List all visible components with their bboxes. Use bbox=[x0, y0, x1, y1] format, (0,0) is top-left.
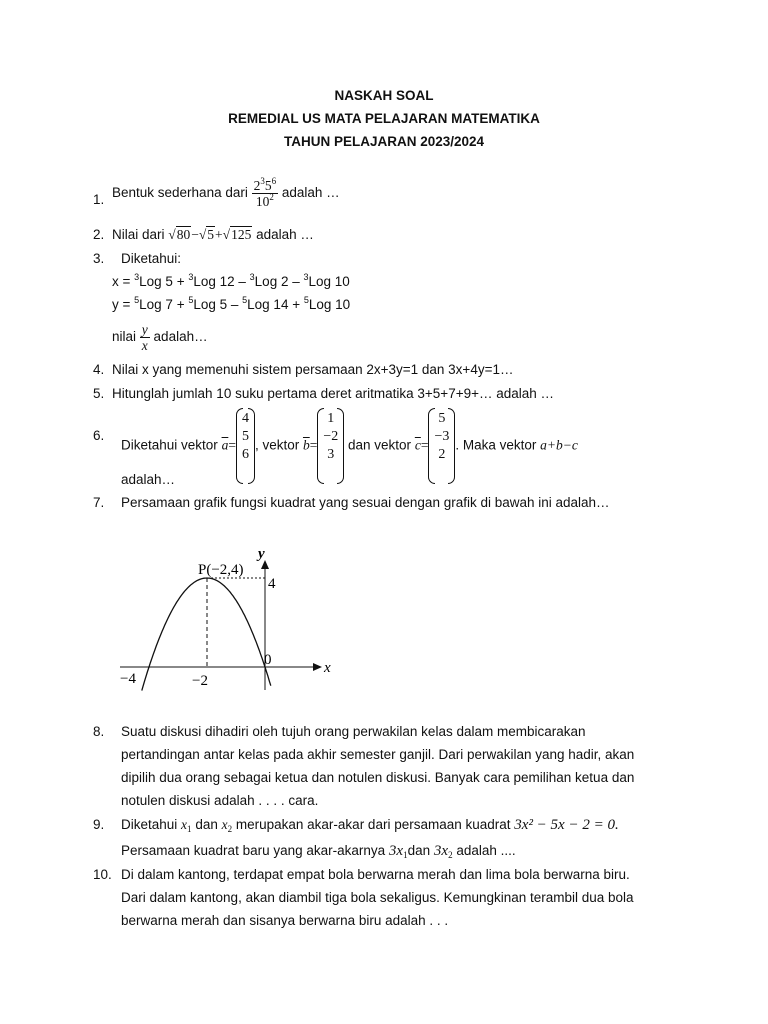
q6-adalah: adalah… bbox=[121, 472, 176, 487]
tick-neg4: −4 bbox=[120, 671, 136, 687]
q1-number: 1. bbox=[93, 192, 105, 207]
q3-x-line: x = $^3$Log 5 + $^3$Log 12 – $^3$Log 2 – $^3$Log 10 bbox=[112, 272, 350, 289]
q2-number: 2. bbox=[93, 227, 105, 242]
q1-fraction: $\frac{2^35^6}{10^2}$ bbox=[253, 176, 277, 209]
question-7: Persamaan grafik fungsi kuadrat yang sesuai dengan grafik di bawah ini adalah… bbox=[121, 495, 610, 510]
q3-intro: Diketahui: bbox=[121, 251, 182, 266]
q6-number: 6. bbox=[93, 428, 105, 443]
question-1: Bentuk sederhana dari $\frac{2^35^6}{10^2}$ adalah … bbox=[112, 176, 340, 209]
tick-neg2: −2 bbox=[192, 673, 208, 689]
title-line-2: REMEDIAL US MATA PELAJARAN MATEMATIKA bbox=[228, 111, 540, 126]
q5-number: 5. bbox=[93, 386, 105, 401]
vector-b: 1 −2 3 bbox=[317, 410, 344, 482]
q10-line-2: Dari dalam kantong, akan diambil tiga bola sekaligus. Kemungkinan terambil dua bola bbox=[121, 890, 634, 905]
q10-line-1: Di dalam kantong, terdapat empat bola berwarna merah dan lima bola berwarna biru. bbox=[121, 867, 630, 882]
tick-4: 4 bbox=[268, 576, 276, 592]
vector-a: 4 5 6 bbox=[236, 410, 255, 482]
q3-number: 3. bbox=[93, 251, 105, 266]
title-line-3: TAHUN PELAJARAN 2023/2024 bbox=[283, 134, 485, 149]
y-label: y bbox=[258, 546, 265, 562]
question-4: Nilai x yang memenuhi sistem persamaan 2x+3y=1 dan 3x+4y=1… bbox=[112, 362, 514, 377]
title-line-1: NASKAH SOAL bbox=[334, 88, 434, 103]
parabola-graph bbox=[110, 540, 350, 700]
q10-number: 10. bbox=[93, 867, 112, 882]
q10-line-3: berwarna merah dan sisanya berwarna biru adalah . . . bbox=[121, 913, 449, 928]
q9-line-2: Persamaan kuadrat baru yang akar-akarnya $3x_1dan$ $3x_2$ adalah .... bbox=[121, 843, 516, 860]
q9-line-1: Diketahui $x_1$ dan $x_2$ merupakan akar-akar dari persamaan kuadrat 3x² − 5x − 2 = 0. bbox=[121, 817, 619, 834]
question-2: Nilai dari √80−√5+√125 adalah … bbox=[112, 227, 314, 242]
q9-number: 9. bbox=[93, 817, 105, 832]
vector-c: 5 −3 2 bbox=[428, 410, 455, 482]
question-5: Hitunglah jumlah 10 suku pertama deret aritmatika 3+5+7+9+… adalah … bbox=[112, 386, 555, 401]
q3-nilai: nilai $\frac{y}{x}$ adalah… bbox=[112, 322, 208, 353]
vertex-label: P(−2,4) bbox=[198, 562, 244, 578]
tick-origin: 0 bbox=[264, 652, 272, 668]
q4-number: 4. bbox=[93, 362, 105, 377]
q3-y-line: y = $^5$Log 7 + $^5$Log 5 – $^5$Log 14 + $^5$Log 10 bbox=[112, 295, 351, 312]
q8-number: 8. bbox=[93, 724, 105, 739]
q8-line-1: Suatu diskusi dihadiri oleh tujuh orang perwakilan kelas dalam membicarakan bbox=[121, 724, 586, 739]
x-axis-arrow bbox=[313, 663, 322, 671]
q7-number: 7. bbox=[93, 495, 105, 510]
q8-line-3: dipilih dua orang sebagai ketua dan notulen diskusi. Banyak cara pemilihan ketua dan bbox=[121, 770, 635, 785]
q8-line-4: notulen diskusi adalah . . . . cara. bbox=[121, 793, 319, 808]
question-6: Diketahui vektor $\overline{a}=$ 4 5 6 , vektor $\overline{b}=$ 1 −2 3 dan vektor $\overline{c}=$ 5 −3 2 . Maka vektor a+b−c bbox=[121, 410, 578, 482]
q8-line-2: pertandingan antar kelas pada akhir semester ganjil. Dari perwakilan yang hadir, akan bbox=[121, 747, 635, 762]
x-label: x bbox=[324, 660, 331, 676]
